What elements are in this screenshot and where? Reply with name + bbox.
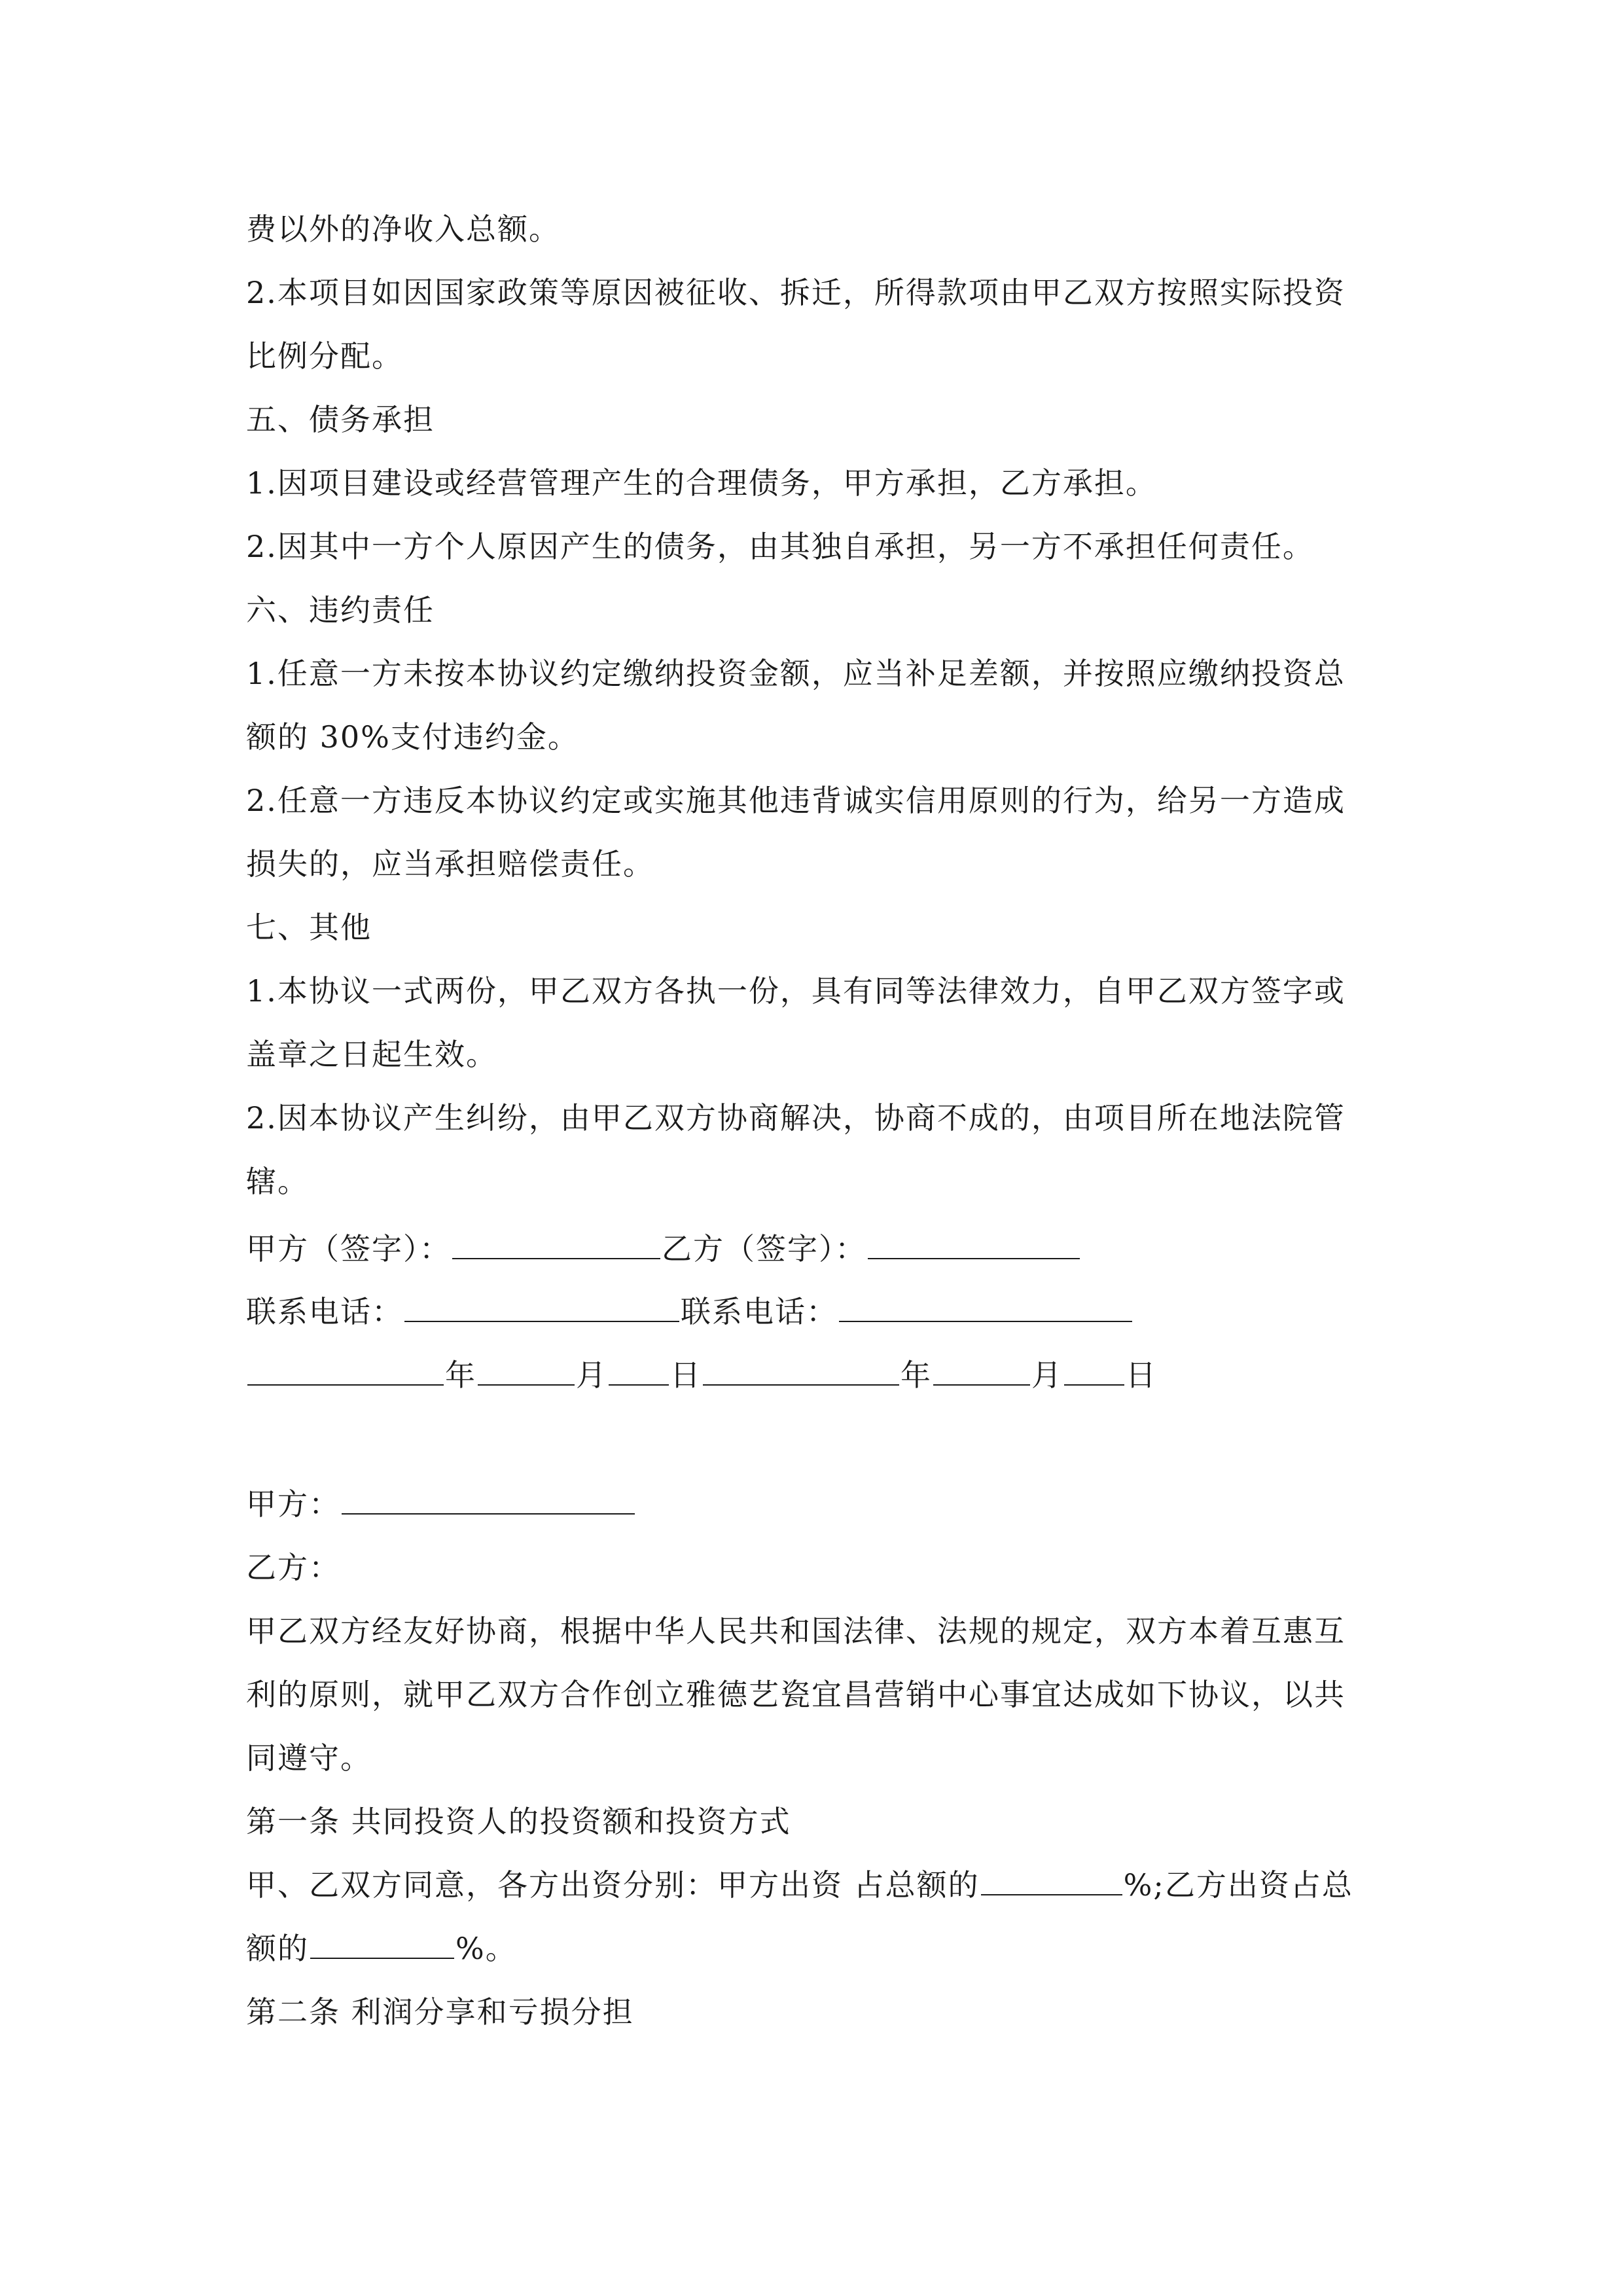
text-line: 甲乙双方经友好协商，根据中华人民共和国法律、法规的规定，双方本着互惠互 — [246, 1613, 1346, 1649]
text-line: 1.本协议一式两份，甲乙双方各执一份，具有同等法律效力，自甲乙双方签字或 — [246, 973, 1346, 1009]
month-field[interactable] — [478, 1355, 575, 1386]
article-heading: 第二条 利润分享和亏损分担 — [246, 1994, 634, 2030]
signature-row — [246, 1229, 1081, 1268]
party-b-sign-field[interactable] — [868, 1229, 1080, 1259]
text-line: 2.本项目如因国家政策等原因被征收、拆迁，所得款项由甲乙双方按照实际投资 — [246, 275, 1346, 310]
text-line: 利的原则，就甲乙双方合作创立雅德艺瓷宜昌营销中心事宜达成如下协议，以共 — [246, 1677, 1346, 1712]
text-line: 2.因其中一方个人原因产生的债务，由其独自承担，另一方不承担任何责任。 — [246, 529, 1314, 564]
investment-row — [246, 1865, 1353, 1905]
party-b-sign-label: 乙方（签字）： — [662, 1231, 866, 1266]
text-line: 同遵守。 — [246, 1740, 372, 1776]
text-line: 2.因本协议产生纠纷，由甲乙双方协商解决，协商不成的，由项目所在地法院管 — [246, 1100, 1346, 1136]
investment-row — [246, 1929, 517, 1968]
investment-text: 甲、乙双方同意，各方出资分别：甲方出资 占总额的 — [246, 1867, 980, 1903]
month-label: 月 — [576, 1357, 607, 1393]
party-a-phone-label: 联系电话： — [246, 1294, 403, 1329]
text-line: 辖。 — [246, 1164, 309, 1199]
section-heading: 六、违约责任 — [246, 592, 435, 628]
text-line: 费以外的净收入总额。 — [246, 211, 560, 247]
text-line: 比例分配。 — [246, 338, 403, 374]
text-line: 1.因项目建设或经营管理产生的合理债务，甲方承担，乙方承担。 — [246, 465, 1157, 501]
month-field[interactable] — [933, 1355, 1030, 1386]
article-heading: 第一条 共同投资人的投资额和投资方式 — [246, 1804, 791, 1839]
party-a-field[interactable] — [342, 1484, 635, 1515]
day-field[interactable] — [1064, 1355, 1124, 1386]
party-b-label: 乙方： — [246, 1550, 340, 1585]
day-label: 日 — [670, 1357, 702, 1393]
investment-text: %;乙方出资占总 — [1123, 1867, 1353, 1903]
section-heading: 七、其他 — [246, 910, 372, 945]
section-heading: 五、债务承担 — [246, 402, 435, 437]
year-field[interactable] — [247, 1355, 444, 1386]
party-a-label: 甲方： — [246, 1486, 340, 1522]
text-line: 盖章之日起生效。 — [246, 1037, 497, 1072]
month-label: 月 — [1031, 1357, 1063, 1393]
text-line: 1.任意一方未按本协议约定缴纳投资金额，应当补足差额，并按照应缴纳投资总 — [246, 656, 1346, 691]
party-b-phone-field[interactable] — [839, 1292, 1132, 1322]
party-a-phone-field[interactable] — [404, 1292, 679, 1322]
party-a-row — [246, 1484, 636, 1524]
party-a-sign-field[interactable] — [452, 1229, 660, 1259]
investment-text: %。 — [455, 1931, 517, 1966]
year-label: 年 — [901, 1357, 932, 1393]
date-row — [246, 1355, 1157, 1395]
party-b-percent-field[interactable] — [310, 1929, 454, 1959]
party-b-phone-label: 联系电话： — [681, 1294, 838, 1329]
year-label: 年 — [445, 1357, 476, 1393]
day-label: 日 — [1126, 1357, 1157, 1393]
phone-row — [246, 1292, 1133, 1331]
party-a-percent-field[interactable] — [981, 1865, 1122, 1895]
investment-text: 额的 — [246, 1931, 309, 1966]
year-field[interactable] — [703, 1355, 899, 1386]
party-a-sign-label: 甲方（签字）： — [246, 1231, 451, 1266]
day-field[interactable] — [609, 1355, 669, 1386]
text-line: 损失的，应当承担赔偿责任。 — [246, 846, 654, 882]
text-line: 额的 30%支付违约金。 — [246, 719, 579, 755]
text-line: 2.任意一方违反本协议约定或实施其他违背诚实信用原则的行为，给另一方造成 — [246, 783, 1346, 818]
